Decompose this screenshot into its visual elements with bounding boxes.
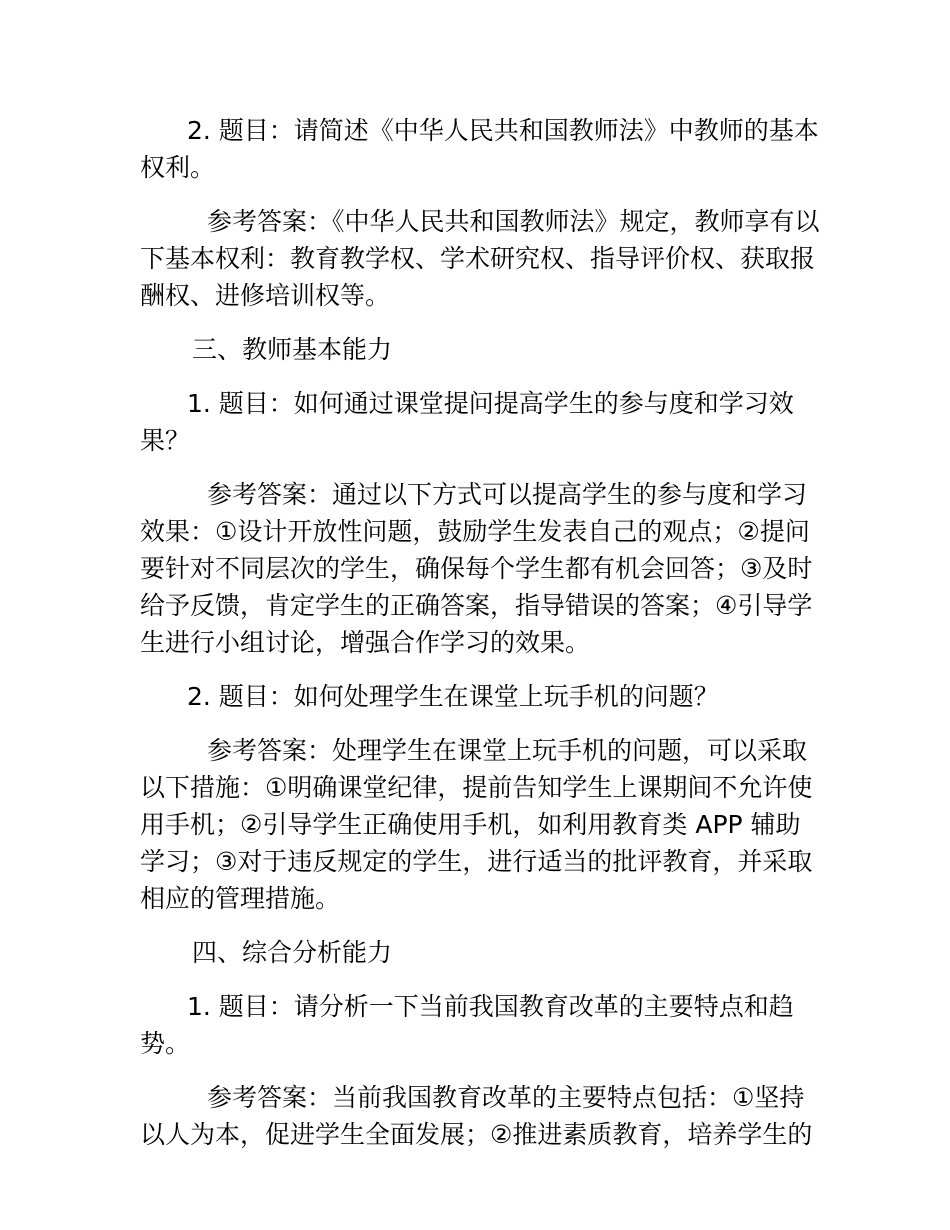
answer-text: 参考答案：《中华人民共和国教师法》规定，教师享有以下基本权利：教育教学权、学术研究权、指导评价权、获取报酬权、进修培训权等。 bbox=[140, 207, 820, 310]
question-text: 1. 题目：如何通过课堂提问提高学生的参与度和学习效果？ bbox=[140, 389, 794, 455]
section-heading: 三、教师基本能力 bbox=[192, 335, 393, 364]
answer-text: 参考答案：处理学生在课堂上玩手机的问题，可以采取以下措施：①明确课堂纪律，提前告知学生上课期间不允许使用手机；②引导学生正确使用手机，如利用教育类 APP 辅助学习；③对于违反规定的学生，进行适当的批评教育，并采取相应的管理措施。 bbox=[140, 736, 813, 913]
question-text: 2. 题目：如何处理学生在课堂上玩手机的问题？ bbox=[187, 682, 719, 711]
section-heading: 四、综合分析能力 bbox=[192, 938, 393, 967]
document-page bbox=[140, 112, 820, 1170]
answer-text: 参考答案：当前我国教育改革的主要特点包括：①坚持以人为本，促进学生全面发展；②推进素质教育，培养学生的 bbox=[140, 1083, 813, 1149]
answer-text: 参考答案：通过以下方式可以提高学生的参与度和学习效果：①设计开放性问题，鼓励学生发表自己的观点；②提问要针对不同层次的学生，确保每个学生都有机会回答；③及时给予反馈，肯定学生的正确答案，指导错误的答案；④引导学生进行小组讨论，增强合作学习的效果。 bbox=[140, 480, 813, 657]
question-text: 1. 题目：请分析一下当前我国教育改革的主要特点和趋势。 bbox=[140, 992, 794, 1058]
question-text: 2. 题目：请简述《中华人民共和国教师法》中教师的基本权利。 bbox=[140, 116, 819, 182]
